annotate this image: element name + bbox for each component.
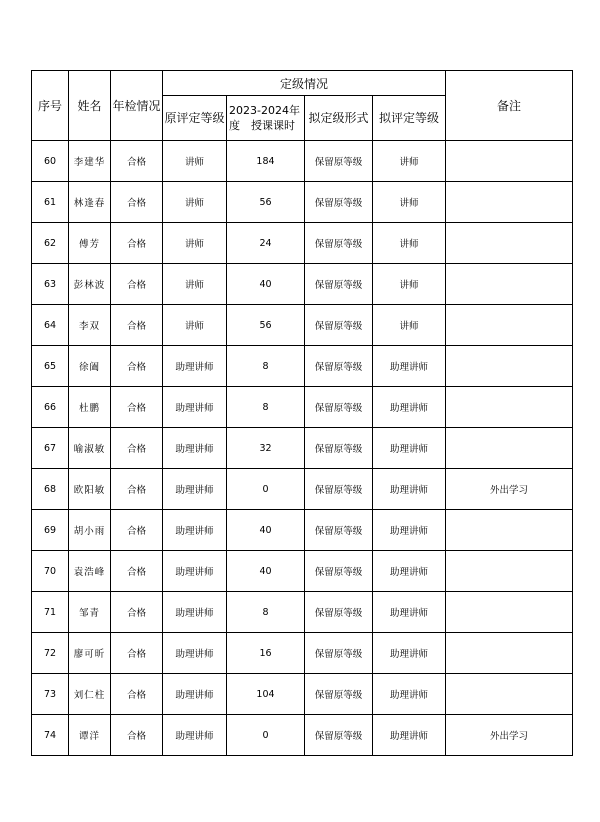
cell-hours: 8 <box>227 387 305 428</box>
cell-original-level: 助理讲师 <box>163 592 227 633</box>
cell-annual-check: 合格 <box>111 428 163 469</box>
cell-name: 刘仁柱 <box>69 674 111 715</box>
cell-seq: 72 <box>32 633 69 674</box>
cell-grading-form: 保留原等级 <box>305 633 373 674</box>
table-row <box>32 182 573 223</box>
cell-grading-form: 保留原等级 <box>305 387 373 428</box>
cell-annual-check: 合格 <box>111 182 163 223</box>
cell-grading-form: 保留原等级 <box>305 551 373 592</box>
table-row <box>32 633 573 674</box>
cell-hours: 32 <box>227 428 305 469</box>
cell-proposed-level: 讲师 <box>373 305 446 346</box>
cell-hours: 0 <box>227 469 305 510</box>
table-row <box>32 674 573 715</box>
cell-hours: 104 <box>227 674 305 715</box>
cell-original-level: 助理讲师 <box>163 674 227 715</box>
cell-annual-check: 合格 <box>111 387 163 428</box>
cell-hours: 8 <box>227 592 305 633</box>
cell-original-level: 讲师 <box>163 264 227 305</box>
table-row <box>32 264 573 305</box>
cell-name: 傅芳 <box>69 223 111 264</box>
cell-annual-check: 合格 <box>111 633 163 674</box>
cell-remarks <box>446 674 573 715</box>
cell-hours: 56 <box>227 305 305 346</box>
cell-grading-form: 保留原等级 <box>305 469 373 510</box>
cell-seq: 68 <box>32 469 69 510</box>
cell-annual-check: 合格 <box>111 510 163 551</box>
header-name: 姓名 <box>69 71 111 141</box>
cell-grading-form: 保留原等级 <box>305 346 373 387</box>
cell-annual-check: 合格 <box>111 592 163 633</box>
cell-hours: 0 <box>227 715 305 756</box>
cell-name: 胡小雨 <box>69 510 111 551</box>
cell-original-level: 助理讲师 <box>163 715 227 756</box>
cell-remarks <box>446 223 573 264</box>
cell-original-level: 助理讲师 <box>163 510 227 551</box>
cell-original-level: 助理讲师 <box>163 428 227 469</box>
cell-seq: 73 <box>32 674 69 715</box>
cell-remarks: 外出学习 <box>446 715 573 756</box>
cell-hours: 40 <box>227 510 305 551</box>
header-grading-group: 定级情况 <box>163 71 446 96</box>
cell-grading-form: 保留原等级 <box>305 715 373 756</box>
cell-annual-check: 合格 <box>111 141 163 182</box>
cell-hours: 8 <box>227 346 305 387</box>
cell-seq: 69 <box>32 510 69 551</box>
cell-original-level: 讲师 <box>163 182 227 223</box>
table-row <box>32 223 573 264</box>
cell-proposed-level: 讲师 <box>373 223 446 264</box>
cell-seq: 61 <box>32 182 69 223</box>
table-row <box>32 305 573 346</box>
cell-original-level: 助理讲师 <box>163 469 227 510</box>
cell-hours: 16 <box>227 633 305 674</box>
cell-original-level: 助理讲师 <box>163 346 227 387</box>
cell-remarks <box>446 305 573 346</box>
cell-grading-form: 保留原等级 <box>305 592 373 633</box>
cell-name: 李双 <box>69 305 111 346</box>
cell-hours: 56 <box>227 182 305 223</box>
table-header <box>32 71 573 141</box>
cell-proposed-level: 助理讲师 <box>373 633 446 674</box>
cell-name: 林逢春 <box>69 182 111 223</box>
cell-name: 杜鹏 <box>69 387 111 428</box>
cell-proposed-level: 助理讲师 <box>373 387 446 428</box>
header-seq: 序号 <box>32 71 69 141</box>
cell-remarks <box>446 510 573 551</box>
cell-name: 喻淑敏 <box>69 428 111 469</box>
cell-grading-form: 保留原等级 <box>305 182 373 223</box>
cell-seq: 67 <box>32 428 69 469</box>
cell-annual-check: 合格 <box>111 551 163 592</box>
cell-annual-check: 合格 <box>111 264 163 305</box>
cell-name: 邹青 <box>69 592 111 633</box>
table-row <box>32 387 573 428</box>
cell-original-level: 助理讲师 <box>163 551 227 592</box>
header-annual-check: 年检情况 <box>111 71 163 141</box>
cell-proposed-level: 讲师 <box>373 141 446 182</box>
cell-original-level: 讲师 <box>163 141 227 182</box>
cell-grading-form: 保留原等级 <box>305 305 373 346</box>
cell-proposed-level: 讲师 <box>373 182 446 223</box>
cell-remarks <box>446 633 573 674</box>
cell-remarks <box>446 428 573 469</box>
cell-name: 李建华 <box>69 141 111 182</box>
cell-remarks <box>446 182 573 223</box>
cell-remarks: 外出学习 <box>446 469 573 510</box>
cell-grading-form: 保留原等级 <box>305 264 373 305</box>
cell-remarks <box>446 387 573 428</box>
table-row <box>32 346 573 387</box>
cell-seq: 60 <box>32 141 69 182</box>
cell-grading-form: 保留原等级 <box>305 141 373 182</box>
table-row <box>32 469 573 510</box>
cell-hours: 24 <box>227 223 305 264</box>
cell-remarks <box>446 141 573 182</box>
cell-name: 袁浩峰 <box>69 551 111 592</box>
cell-grading-form: 保留原等级 <box>305 510 373 551</box>
cell-annual-check: 合格 <box>111 469 163 510</box>
header-remarks: 备注 <box>446 71 573 141</box>
cell-seq: 66 <box>32 387 69 428</box>
header-grading-form: 拟定级形式 <box>305 96 373 141</box>
table-row <box>32 428 573 469</box>
cell-name: 欧阳敏 <box>69 469 111 510</box>
cell-hours: 40 <box>227 551 305 592</box>
cell-annual-check: 合格 <box>111 674 163 715</box>
cell-proposed-level: 助理讲师 <box>373 715 446 756</box>
cell-grading-form: 保留原等级 <box>305 674 373 715</box>
cell-grading-form: 保留原等级 <box>305 223 373 264</box>
cell-annual-check: 合格 <box>111 223 163 264</box>
cell-proposed-level: 助理讲师 <box>373 674 446 715</box>
cell-proposed-level: 助理讲师 <box>373 428 446 469</box>
cell-seq: 62 <box>32 223 69 264</box>
cell-seq: 64 <box>32 305 69 346</box>
table-row <box>32 141 573 182</box>
header-proposed-level: 拟评定等级 <box>373 96 446 141</box>
cell-original-level: 讲师 <box>163 305 227 346</box>
cell-remarks <box>446 551 573 592</box>
table-body <box>32 141 573 756</box>
cell-seq: 63 <box>32 264 69 305</box>
cell-annual-check: 合格 <box>111 346 163 387</box>
cell-proposed-level: 助理讲师 <box>373 469 446 510</box>
cell-annual-check: 合格 <box>111 305 163 346</box>
header-original-level: 原评定等级 <box>163 96 227 141</box>
cell-proposed-level: 助理讲师 <box>373 551 446 592</box>
cell-seq: 65 <box>32 346 69 387</box>
table-row <box>32 715 573 756</box>
cell-proposed-level: 讲师 <box>373 264 446 305</box>
cell-seq: 74 <box>32 715 69 756</box>
cell-remarks <box>446 264 573 305</box>
cell-remarks <box>446 592 573 633</box>
cell-grading-form: 保留原等级 <box>305 428 373 469</box>
cell-proposed-level: 助理讲师 <box>373 592 446 633</box>
table-row <box>32 551 573 592</box>
cell-original-level: 讲师 <box>163 223 227 264</box>
cell-proposed-level: 助理讲师 <box>373 346 446 387</box>
table-row <box>32 592 573 633</box>
cell-seq: 70 <box>32 551 69 592</box>
cell-hours: 40 <box>227 264 305 305</box>
cell-original-level: 助理讲师 <box>163 633 227 674</box>
table-row <box>32 510 573 551</box>
cell-name: 廖可昕 <box>69 633 111 674</box>
cell-original-level: 助理讲师 <box>163 387 227 428</box>
header-hours <box>227 96 305 141</box>
cell-annual-check: 合格 <box>111 715 163 756</box>
grading-table <box>31 70 573 756</box>
cell-hours: 184 <box>227 141 305 182</box>
cell-seq: 71 <box>32 592 69 633</box>
cell-remarks <box>446 346 573 387</box>
header-hours-line2: 度 授课课时 <box>229 119 295 132</box>
cell-name: 徐阖 <box>69 346 111 387</box>
cell-proposed-level: 助理讲师 <box>373 510 446 551</box>
cell-name: 彭林波 <box>69 264 111 305</box>
header-hours-line1: 2023-2024年 <box>229 104 300 117</box>
cell-name: 谭洋 <box>69 715 111 756</box>
